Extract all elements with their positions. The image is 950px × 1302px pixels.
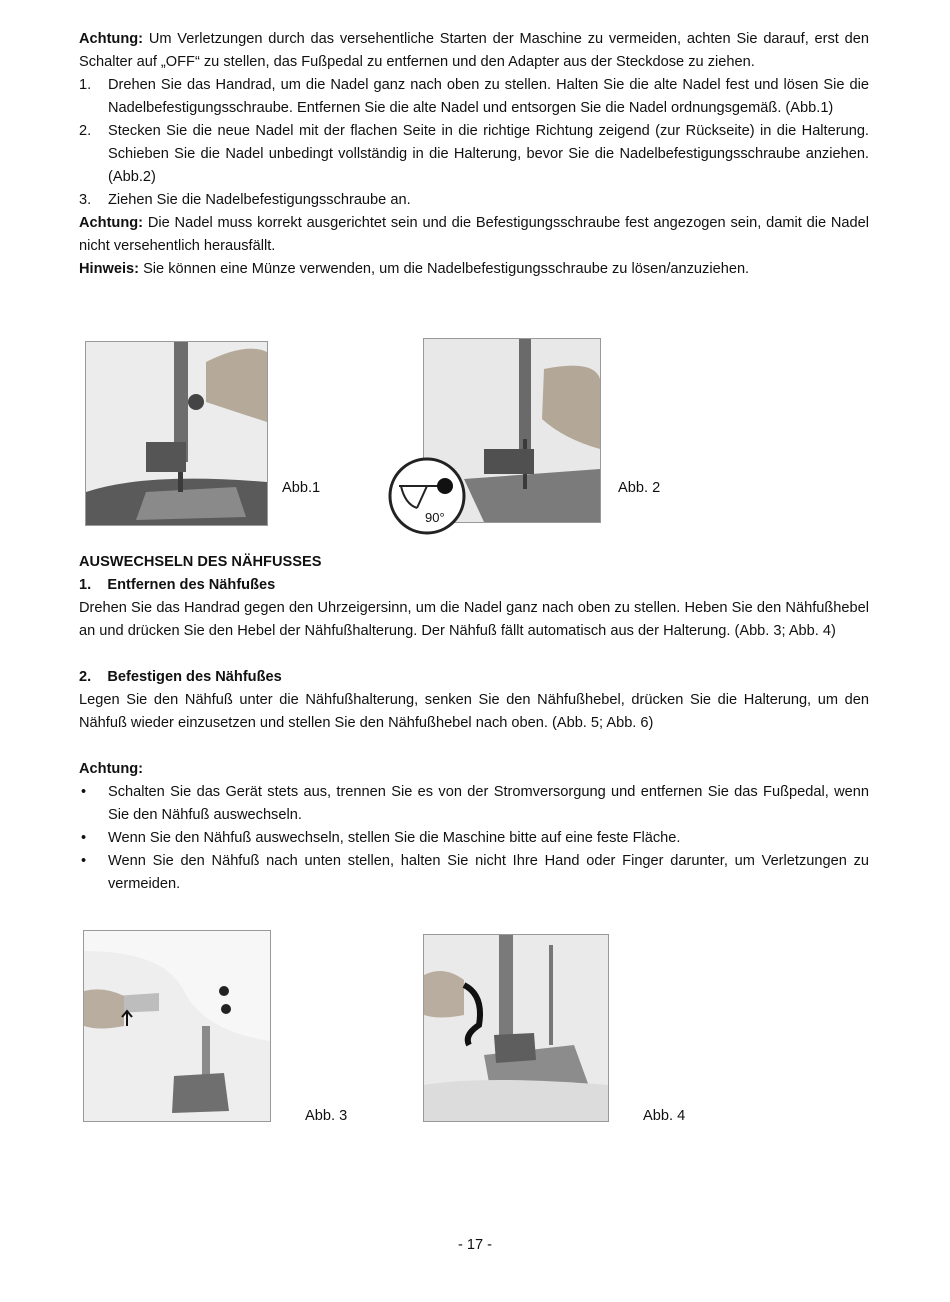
step-number: 2. bbox=[79, 123, 92, 139]
list-item: • Wenn Sie den Nähfuß auswechseln, stellen Sie die Maschine bitte auf eine feste Fläche. bbox=[79, 827, 869, 850]
presser-foot-lever-illustration bbox=[84, 931, 270, 1121]
presser-foot-release-illustration bbox=[424, 935, 608, 1121]
angle-90-icon bbox=[387, 456, 467, 536]
hint-paragraph bbox=[79, 258, 869, 281]
step-text: Drehen Sie das Handrad, um die Nadel ganz nach oben zu stellen. Halten Sie die alte Nadel fest und lösen Sie die Nadelbefestigungsschraube. Entfernen Sie die alte Nadel und entsorgen Sie die Nadel ordnungsgemäß. (Abb.1) bbox=[108, 77, 869, 116]
section-title: AUSWECHSELN DES NÄHFUSSES bbox=[79, 554, 322, 570]
bullet-icon: • bbox=[81, 784, 87, 800]
list-item: • Wenn Sie den Nähfuß nach unten stellen, halten Sie nicht Ihre Hand oder Finger darunter, um Verletzungen zu vermeiden. bbox=[79, 850, 869, 896]
subsection-title-2: 2. Befestigen des Nähfußes bbox=[79, 669, 282, 685]
step-number: 3. bbox=[79, 192, 92, 208]
subsection-title-1: 1. Entfernen des Nähfußes bbox=[79, 577, 276, 593]
step-number: 1. bbox=[79, 77, 92, 93]
figure-abb4-photo bbox=[423, 934, 609, 1122]
angle-label: 90° bbox=[425, 510, 445, 525]
step-text: Stecken Sie die neue Nadel mit der flachen Seite in die richtige Richtung zeigend (zur Rückseite) in die Halterung. Schieben Sie die Nadel unbedingt vollständig in die Halterung, bevor Sie die Nadelbefestigungsschraube anziehen. (Abb.2) bbox=[108, 123, 869, 185]
warning-bullets bbox=[79, 781, 869, 896]
figure-abb1-photo bbox=[85, 341, 268, 526]
subsection-text-1: Drehen Sie das Handrad gegen den Uhrzeigersinn, um die Nadel ganz nach oben zu stellen. Heben Sie den Nähfußhebel an und drücken Sie den Hebel der Nähfußhalterung. Der Nähfuß fällt automatisch aus der Halterung. (Abb. 3; Abb. 4) bbox=[79, 600, 869, 639]
warning-label: Achtung: bbox=[79, 215, 144, 231]
subsection-text-2: Legen Sie den Nähfuß unter die Nähfußhalterung, senken Sie den Nähfußhebel, drücken Sie die Halterung, um den Nähfuß wieder einzusetzen und stellen Sie den Nähfußhebel nach oben. (Abb. 5; Abb. 6) bbox=[79, 692, 869, 731]
warning-paragraph-2 bbox=[79, 212, 869, 258]
hint-text: Sie können eine Münze verwenden, um die Nadelbefestigungsschraube zu lösen/anzuziehen. bbox=[139, 261, 750, 277]
list-item bbox=[79, 120, 869, 189]
list-item: • Schalten Sie das Gerät stets aus, trennen Sie es von der Stromversorgung und entfernen Sie das Fußpedal, wenn Sie den Nähfuß auswechseln. bbox=[79, 781, 869, 827]
steps-list bbox=[79, 74, 869, 212]
warning-label: Achtung: bbox=[79, 31, 144, 47]
needle-angle-inset bbox=[387, 456, 467, 536]
figure-abb3-photo bbox=[83, 930, 271, 1122]
warning-text: Die Nadel muss korrekt ausgerichtet sein und die Befestigungsschraube fest angezogen sein, damit die Nadel nicht versehentlich herausfällt. bbox=[79, 215, 869, 254]
figure-label-abb1: Abb.1 bbox=[282, 480, 321, 496]
list-item bbox=[79, 189, 869, 212]
figure-label-abb4: Abb. 4 bbox=[643, 1108, 686, 1124]
bullet-icon: • bbox=[81, 853, 87, 869]
figure-label-abb2: Abb. 2 bbox=[618, 480, 661, 496]
section-presser-foot bbox=[79, 551, 869, 896]
bullet-icon: • bbox=[81, 830, 87, 846]
figure-label-abb3: Abb. 3 bbox=[305, 1108, 348, 1124]
page-content bbox=[79, 28, 869, 281]
warning-label-3: Achtung: bbox=[79, 761, 144, 777]
hint-label: Hinweis: bbox=[79, 261, 140, 277]
step-text: Ziehen Sie die Nadelbefestigungsschraube an. bbox=[108, 192, 411, 208]
warning-text: Um Verletzungen durch das versehentliche Starten der Maschine zu vermeiden, achten Sie darauf, erst den Schalter auf „OFF“ zu stellen, das Fußpedal zu entfernen und den Adapter aus der Steckdose zu ziehen. bbox=[79, 31, 869, 70]
needle-clamp-illustration bbox=[86, 342, 267, 525]
list-item bbox=[79, 74, 869, 120]
page-number: - 17 - bbox=[457, 1237, 493, 1253]
warning-paragraph-1 bbox=[79, 28, 869, 74]
